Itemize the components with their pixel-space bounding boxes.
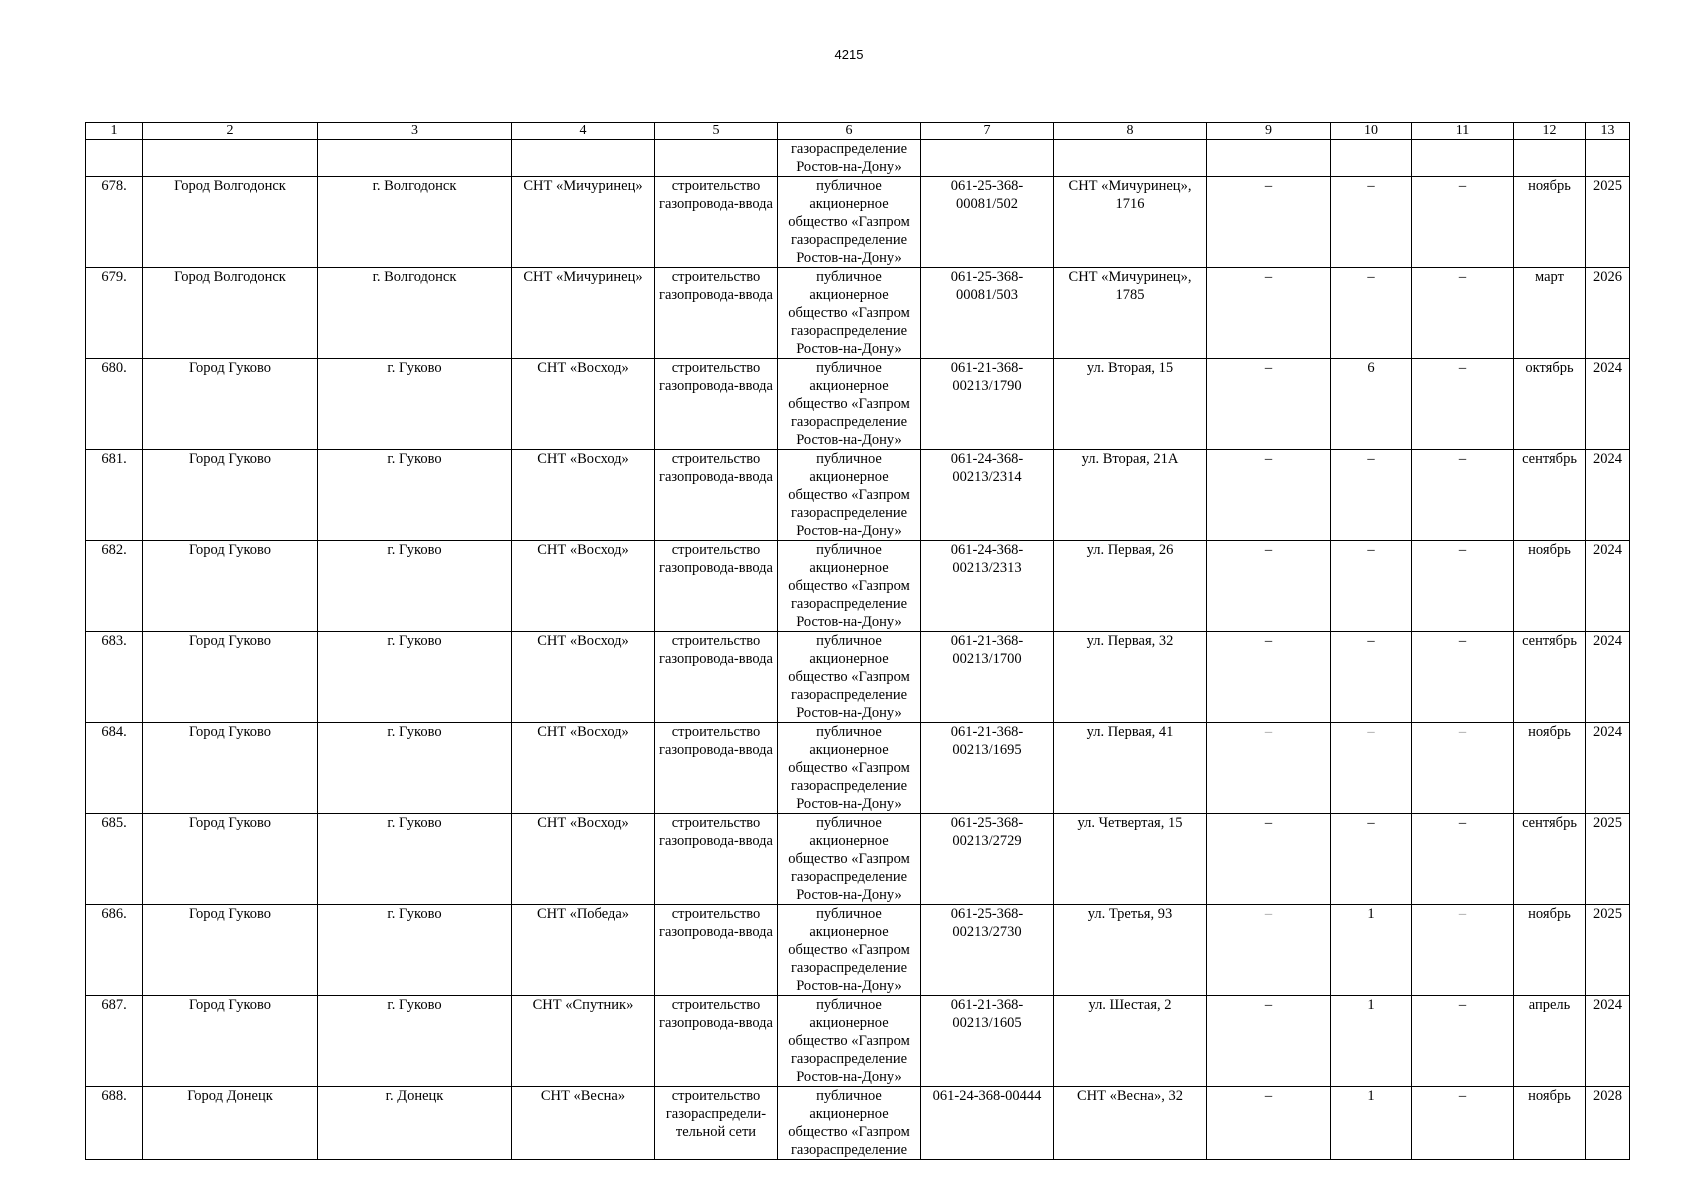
col11-cell: – xyxy=(1412,268,1514,359)
table-cell xyxy=(143,140,318,177)
row-number-cell: 688. xyxy=(86,1087,143,1160)
address-cell: СНТ «Весна», 32 xyxy=(1054,1087,1207,1160)
row-number-cell: 685. xyxy=(86,814,143,905)
settlement-cell: г. Гуково xyxy=(318,723,512,814)
month-cell: сентябрь xyxy=(1514,814,1586,905)
contract-number-cell: 061-24-368-00213/2314 xyxy=(921,450,1054,541)
col11-cell: – xyxy=(1412,177,1514,268)
col9-cell: – xyxy=(1207,996,1331,1087)
column-header: 8 xyxy=(1054,123,1207,140)
table-cell xyxy=(1207,140,1331,177)
contract-number-cell: 061-25-368-00081/503 xyxy=(921,268,1054,359)
object-cell: СНТ «Мичуринец» xyxy=(512,268,655,359)
row-number-cell: 679. xyxy=(86,268,143,359)
organization-cell: публичное акционерное общество «Газпром газораспределение Ростов-на-Дону» xyxy=(778,359,921,450)
col9-cell: – xyxy=(1207,632,1331,723)
col11-cell: – xyxy=(1412,723,1514,814)
column-header: 3 xyxy=(318,123,512,140)
month-cell: апрель xyxy=(1514,996,1586,1087)
settlement-cell: г. Гуково xyxy=(318,814,512,905)
column-header: 4 xyxy=(512,123,655,140)
col11-cell: – xyxy=(1412,450,1514,541)
col10-cell: – xyxy=(1331,814,1412,905)
table-cell xyxy=(1054,140,1207,177)
column-header: 5 xyxy=(655,123,778,140)
organization-cell: публичное акционерное общество «Газпром газораспределение Ростов-на-Дону» xyxy=(778,177,921,268)
settlement-cell: г. Донецк xyxy=(318,1087,512,1160)
table-cell xyxy=(1331,140,1412,177)
col9-cell: – xyxy=(1207,450,1331,541)
col11-cell: – xyxy=(1412,905,1514,996)
column-header: 12 xyxy=(1514,123,1586,140)
row-number-cell: 680. xyxy=(86,359,143,450)
year-cell: 2024 xyxy=(1586,450,1630,541)
settlement-cell: г. Волгодонск xyxy=(318,268,512,359)
col11-cell: – xyxy=(1412,359,1514,450)
municipality-cell: Город Гуково xyxy=(143,723,318,814)
row-number-cell: 686. xyxy=(86,905,143,996)
organization-cell: публичное акционерное общество «Газпром газораспределение Ростов-на-Дону» xyxy=(778,632,921,723)
address-cell: СНТ «Мичуринец», 1785 xyxy=(1054,268,1207,359)
table-row xyxy=(86,359,1630,450)
row-number-cell: 678. xyxy=(86,177,143,268)
address-cell: ул. Вторая, 21А xyxy=(1054,450,1207,541)
address-cell: ул. Вторая, 15 xyxy=(1054,359,1207,450)
col10-cell: – xyxy=(1331,177,1412,268)
object-cell: СНТ «Победа» xyxy=(512,905,655,996)
year-cell: 2025 xyxy=(1586,177,1630,268)
work-type-cell: строительство газопровода-ввода xyxy=(655,450,778,541)
table-row xyxy=(86,996,1630,1087)
object-cell: СНТ «Весна» xyxy=(512,1087,655,1160)
contract-number-cell: 061-24-368-00444 xyxy=(921,1087,1054,1160)
col11-cell: – xyxy=(1412,996,1514,1087)
settlement-cell: г. Гуково xyxy=(318,905,512,996)
settlement-cell: г. Гуково xyxy=(318,632,512,723)
col10-cell: 1 xyxy=(1331,905,1412,996)
col11-cell: – xyxy=(1412,1087,1514,1160)
col9-cell: – xyxy=(1207,814,1331,905)
month-cell: ноябрь xyxy=(1514,177,1586,268)
object-cell: СНТ «Восход» xyxy=(512,632,655,723)
object-cell: СНТ «Восход» xyxy=(512,450,655,541)
table-row xyxy=(86,814,1630,905)
table-row xyxy=(86,905,1630,996)
settlement-cell: г. Гуково xyxy=(318,359,512,450)
col9-cell: – xyxy=(1207,1087,1331,1160)
col11-cell: – xyxy=(1412,814,1514,905)
work-type-cell: строительство газопровода-ввода xyxy=(655,814,778,905)
column-number-header-row xyxy=(86,123,1630,140)
address-cell: ул. Первая, 41 xyxy=(1054,723,1207,814)
organization-cell: публичное акционерное общество «Газпром газораспределение xyxy=(778,1087,921,1160)
year-cell: 2024 xyxy=(1586,996,1630,1087)
col10-cell: – xyxy=(1331,541,1412,632)
object-cell: СНТ «Восход» xyxy=(512,814,655,905)
work-type-cell: строительство газопровода-ввода xyxy=(655,359,778,450)
month-cell: март xyxy=(1514,268,1586,359)
municipality-cell: Город Донецк xyxy=(143,1087,318,1160)
settlement-cell: г. Гуково xyxy=(318,996,512,1087)
row-number-cell: 683. xyxy=(86,632,143,723)
year-cell: 2025 xyxy=(1586,905,1630,996)
column-header: 10 xyxy=(1331,123,1412,140)
register-table xyxy=(85,122,1630,1160)
col9-cell: – xyxy=(1207,177,1331,268)
table-row xyxy=(86,177,1630,268)
work-type-cell: строительство газопровода-ввода xyxy=(655,268,778,359)
page-number: 4215 xyxy=(834,47,864,62)
address-cell: ул. Четвертая, 15 xyxy=(1054,814,1207,905)
column-header: 7 xyxy=(921,123,1054,140)
year-cell: 2025 xyxy=(1586,814,1630,905)
object-cell: СНТ «Спутник» xyxy=(512,996,655,1087)
organization-cell: публичное акционерное общество «Газпром газораспределение Ростов-на-Дону» xyxy=(778,450,921,541)
address-cell: ул. Третья, 93 xyxy=(1054,905,1207,996)
object-cell: СНТ «Восход» xyxy=(512,723,655,814)
settlement-cell: г. Гуково xyxy=(318,541,512,632)
organization-cell: публичное акционерное общество «Газпром газораспределение Ростов-на-Дону» xyxy=(778,268,921,359)
contract-number-cell: 061-21-368-00213/1790 xyxy=(921,359,1054,450)
table-row xyxy=(86,450,1630,541)
municipality-cell: Город Гуково xyxy=(143,996,318,1087)
work-type-cell: строительство газопровода-ввода xyxy=(655,177,778,268)
organization-cell: публичное акционерное общество «Газпром газораспределение Ростов-на-Дону» xyxy=(778,905,921,996)
year-cell: 2024 xyxy=(1586,632,1630,723)
year-cell: 2026 xyxy=(1586,268,1630,359)
work-type-cell: строительство газопровода-ввода xyxy=(655,541,778,632)
work-type-cell: строительство газопровода-ввода xyxy=(655,723,778,814)
table-row xyxy=(86,632,1630,723)
month-cell: сентябрь xyxy=(1514,632,1586,723)
contract-number-cell: 061-25-368-00213/2729 xyxy=(921,814,1054,905)
row-number-cell: 684. xyxy=(86,723,143,814)
year-cell: 2024 xyxy=(1586,359,1630,450)
municipality-cell: Город Волгодонск xyxy=(143,268,318,359)
municipality-cell: Город Гуково xyxy=(143,359,318,450)
municipality-cell: Город Гуково xyxy=(143,905,318,996)
settlement-cell: г. Волгодонск xyxy=(318,177,512,268)
organization-cell: публичное акционерное общество «Газпром газораспределение Ростов-на-Дону» xyxy=(778,541,921,632)
contract-number-cell: 061-21-368-00213/1700 xyxy=(921,632,1054,723)
contract-number-cell: 061-21-368-00213/1605 xyxy=(921,996,1054,1087)
col9-cell: – xyxy=(1207,541,1331,632)
table-row xyxy=(86,723,1630,814)
work-type-cell: строительство газопровода-ввода xyxy=(655,632,778,723)
table-cell xyxy=(512,140,655,177)
column-header: 2 xyxy=(143,123,318,140)
year-cell: 2024 xyxy=(1586,723,1630,814)
table-row xyxy=(86,1087,1630,1160)
col9-cell: – xyxy=(1207,905,1331,996)
organization-cell: публичное акционерное общество «Газпром газораспределение Ростов-на-Дону» xyxy=(778,996,921,1087)
table-cell xyxy=(318,140,512,177)
work-type-cell: строительство газопровода-ввода xyxy=(655,905,778,996)
organization-cell: публичное акционерное общество «Газпром газораспределение Ростов-на-Дону» xyxy=(778,814,921,905)
object-cell: СНТ «Мичуринец» xyxy=(512,177,655,268)
contract-number-cell: 061-24-368-00213/2313 xyxy=(921,541,1054,632)
contract-number-cell: 061-25-368-00213/2730 xyxy=(921,905,1054,996)
col10-cell: 6 xyxy=(1331,359,1412,450)
month-cell: ноябрь xyxy=(1514,905,1586,996)
municipality-cell: Город Гуково xyxy=(143,814,318,905)
year-cell: 2024 xyxy=(1586,541,1630,632)
col10-cell: – xyxy=(1331,450,1412,541)
col11-cell: – xyxy=(1412,632,1514,723)
municipality-cell: Город Волгодонск xyxy=(143,177,318,268)
organization-cell: газораспределение Ростов-на-Дону» xyxy=(778,140,921,177)
col9-cell: – xyxy=(1207,268,1331,359)
column-header: 13 xyxy=(1586,123,1630,140)
month-cell: ноябрь xyxy=(1514,541,1586,632)
municipality-cell: Город Гуково xyxy=(143,450,318,541)
table-cell xyxy=(921,140,1054,177)
row-number-cell: 681. xyxy=(86,450,143,541)
work-type-cell: строительство газопровода-ввода xyxy=(655,996,778,1087)
contract-number-cell: 061-21-368-00213/1695 xyxy=(921,723,1054,814)
month-cell: сентябрь xyxy=(1514,450,1586,541)
column-header: 1 xyxy=(86,123,143,140)
table-cell xyxy=(1586,140,1630,177)
continuation-row xyxy=(86,140,1630,177)
address-cell: СНТ «Мичуринец», 1716 xyxy=(1054,177,1207,268)
column-header: 9 xyxy=(1207,123,1331,140)
table-cell xyxy=(1412,140,1514,177)
address-cell: ул. Шестая, 2 xyxy=(1054,996,1207,1087)
column-header: 6 xyxy=(778,123,921,140)
table-row xyxy=(86,541,1630,632)
col11-cell: – xyxy=(1412,541,1514,632)
work-type-cell: строительство газораспредели-тельной сети xyxy=(655,1087,778,1160)
col10-cell: – xyxy=(1331,632,1412,723)
year-cell: 2028 xyxy=(1586,1087,1630,1160)
object-cell: СНТ «Восход» xyxy=(512,359,655,450)
month-cell: ноябрь xyxy=(1514,1087,1586,1160)
col10-cell: – xyxy=(1331,723,1412,814)
table-cell xyxy=(1514,140,1586,177)
settlement-cell: г. Гуково xyxy=(318,450,512,541)
table-row xyxy=(86,268,1630,359)
month-cell: октябрь xyxy=(1514,359,1586,450)
col10-cell: 1 xyxy=(1331,996,1412,1087)
municipality-cell: Город Гуково xyxy=(143,541,318,632)
row-number-cell: 682. xyxy=(86,541,143,632)
contract-number-cell: 061-25-368-00081/502 xyxy=(921,177,1054,268)
month-cell: ноябрь xyxy=(1514,723,1586,814)
col10-cell: – xyxy=(1331,268,1412,359)
col9-cell: – xyxy=(1207,359,1331,450)
table-cell xyxy=(86,140,143,177)
column-header: 11 xyxy=(1412,123,1514,140)
address-cell: ул. Первая, 26 xyxy=(1054,541,1207,632)
organization-cell: публичное акционерное общество «Газпром газораспределение Ростов-на-Дону» xyxy=(778,723,921,814)
col9-cell: – xyxy=(1207,723,1331,814)
address-cell: ул. Первая, 32 xyxy=(1054,632,1207,723)
table-cell xyxy=(655,140,778,177)
object-cell: СНТ «Восход» xyxy=(512,541,655,632)
row-number-cell: 687. xyxy=(86,996,143,1087)
col10-cell: 1 xyxy=(1331,1087,1412,1160)
municipality-cell: Город Гуково xyxy=(143,632,318,723)
